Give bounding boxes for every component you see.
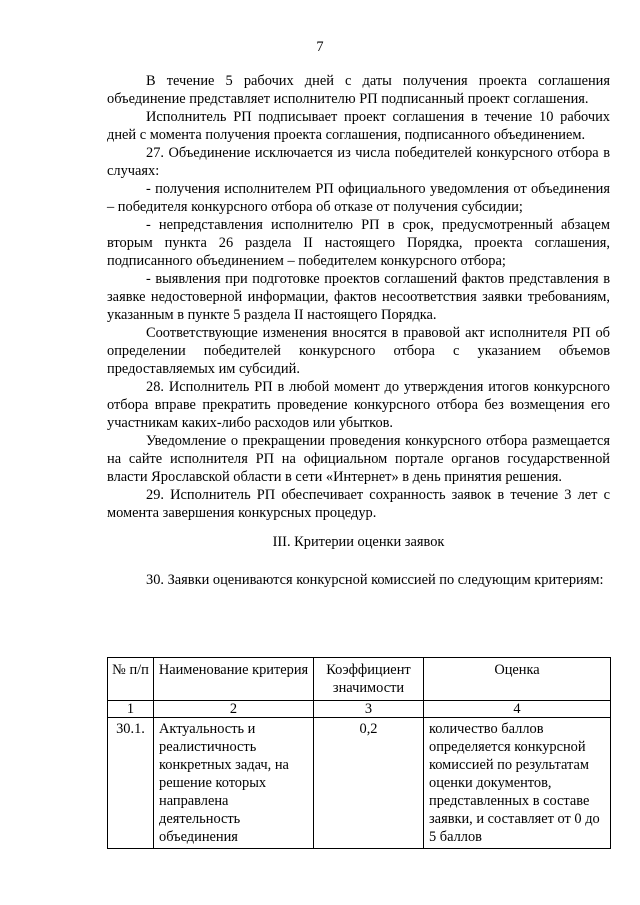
column-number-row [108,701,611,718]
paragraph: Уведомление о прекращении проведения конкурсного отбора размещается на сайте исполнителя РП на официальном портале органов государственной власти Ярославской области в сети «Интернет» в день принятия решения. [107,433,610,485]
paragraph: 28. Исполнитель РП в любой момент до утверждения итогов конкурсного отбора вправе прекратить проведение конкурсного отбора без возмещения его участникам каких-либо расходов или убытков. [107,379,610,431]
cell-name: Актуальность и реалистичность конкретных задач, на решение которых направлена деятельность объединения [154,718,314,849]
cell-num: 30.1. [108,718,154,849]
paragraph: 29. Исполнитель РП обеспечивает сохранность заявок в течение 3 лет с момента завершения конкурсных процедур. [107,487,610,521]
paragraph: В течение 5 рабочих дней с даты получения проекта соглашения объединение представляет исполнителю РП подписанный проект соглашения. [107,73,610,107]
header-num: № п/п [108,658,154,701]
column-number: 1 [108,701,154,718]
paragraph: Соответствующие изменения вносятся в правовой акт исполнителя РП об определении победителей конкурсного отбора с указанием объемов предоставляемых им субсидий. [107,325,610,377]
table-row [108,718,611,849]
document-body [107,72,610,589]
table-header-row [108,658,611,701]
column-number: 4 [424,701,611,718]
cell-score: количество баллов определяется конкурсной комиссией по результатам оценки документов, представленных в составе заявки, и составляет от 0 до 5 баллов [424,718,611,849]
column-number: 3 [314,701,424,718]
page-number: 7 [316,39,324,55]
cell-coef: 0,2 [314,718,424,849]
paragraph: Исполнитель РП подписывает проект соглашения в течение 10 рабочих дней с момента получения проекта соглашения, подписанного объединением. [107,109,610,143]
header-name: Наименование критерия [154,658,314,701]
section-intro: 30. Заявки оцениваются конкурсной комиссией по следующим критериям: [146,572,604,588]
column-number: 2 [154,701,314,718]
paragraph: - непредставления исполнителю РП в срок, предусмотренный абзацем вторым пункта 26 раздела II настоящего Порядка, проекта соглашения, подписанного объединением – победителем конкурсного отбора; [107,217,610,269]
paragraph: - выявления при подготовке проектов соглашений фактов представления в заявке недостоверной информации, фактов несоответствия заявки требованиям, указанным в пункте 5 раздела II настоящего Порядка. [107,271,610,323]
paragraph: - получения исполнителем РП официального уведомления от объединения – победителя конкурсного отбора об отказе от получения субсидии; [107,181,610,215]
header-score: Оценка [424,658,611,701]
header-coef: Коэффициент значимости [314,658,424,701]
section-heading: III. Критерии оценки заявок [272,534,445,550]
criteria-table [107,657,611,849]
paragraph: 27. Объединение исключается из числа победителей конкурсного отбора в случаях: [107,145,610,179]
